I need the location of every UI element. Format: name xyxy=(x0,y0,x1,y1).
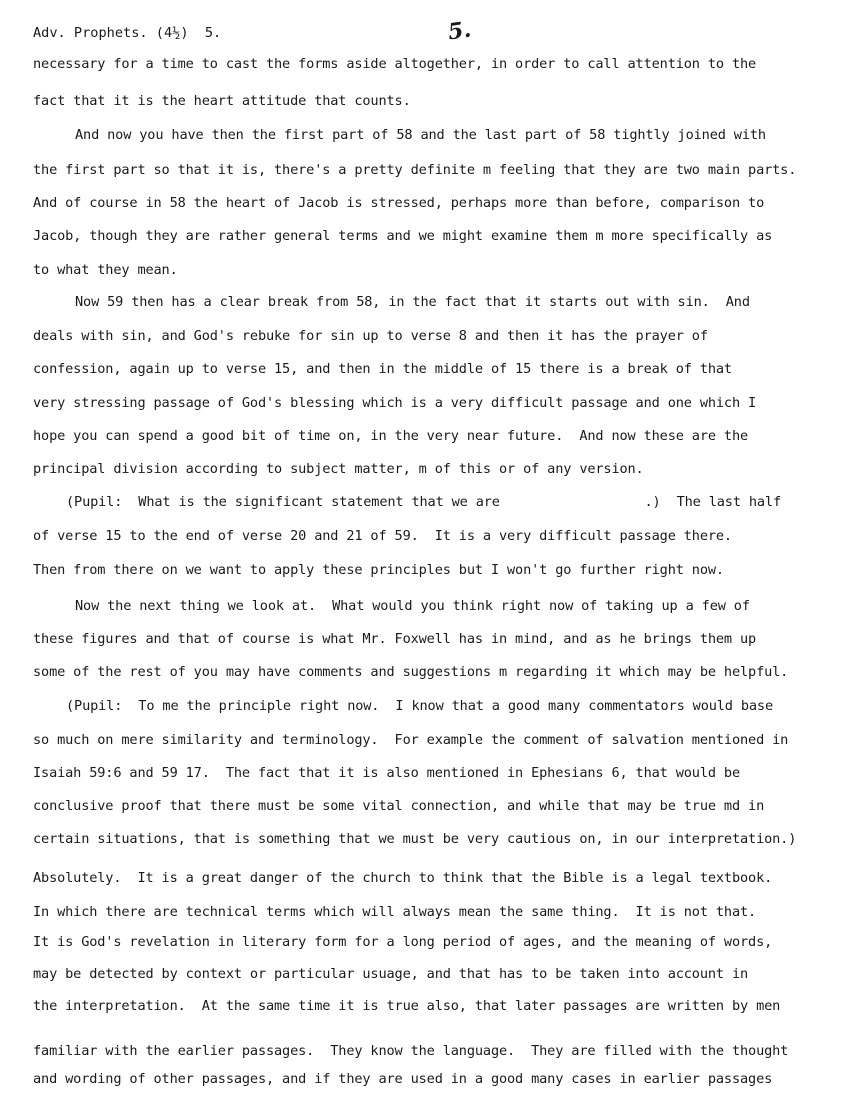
text-line: the first part so that it is, there's a pretty definite m feeling that they are two main parts. xyxy=(33,162,797,178)
text-line: may be detected by context or particular usuage, and that has to be taken into account in xyxy=(33,966,749,982)
page-header: Adv. Prophets. (4½) 5. xyxy=(33,25,222,41)
text-line: (Pupil: What is the significant statement that we are .) The last half xyxy=(66,494,782,510)
text-line: necessary for a time to cast the forms aside altogether, in order to call attention to the xyxy=(33,56,757,72)
text-line: hope you can spend a good bit of time on, in the very near future. And now these are the xyxy=(33,428,749,444)
text-line: deals with sin, and God's rebuke for sin up to verse 8 and then it has the prayer of xyxy=(33,328,708,344)
text-line: And now you have then the first part of 58 and the last part of 58 tightly joined with xyxy=(75,127,766,143)
text-line: conclusive proof that there must be some vital connection, and while that may be true md in xyxy=(33,798,765,814)
handwritten-page-number: 5. xyxy=(446,16,473,46)
text-line: It is God's revelation in literary form for a long period of ages, and the meaning of words, xyxy=(33,934,773,950)
text-line: familiar with the earlier passages. They know the language. They are filled with the thought xyxy=(33,1043,789,1059)
text-line: Then from there on we want to apply these principles but I won't go further right now. xyxy=(33,562,724,578)
text-line: principal division according to subject matter, m of this or of any version. xyxy=(33,461,644,477)
text-line: certain situations, that is something that we must be very cautious on, in our interpretation.) xyxy=(33,831,797,847)
text-line: these figures and that of course is what Mr. Foxwell has in mind, and as he brings them up xyxy=(33,631,757,647)
text-line: Jacob, though they are rather general terms and we might examine them m more specifically as xyxy=(33,228,773,244)
text-line: Isaiah 59:6 and 59 17. The fact that it is also mentioned in Ephesians 6, that would be xyxy=(33,765,741,781)
text-line: the interpretation. At the same time it is true also, that later passages are written by men xyxy=(33,998,781,1014)
text-line: confession, again up to verse 15, and then in the middle of 15 there is a break of that xyxy=(33,361,732,377)
text-line: fact that it is the heart attitude that counts. xyxy=(33,93,411,109)
text-line: (Pupil: To me the principle right now. I know that a good many commentators would base xyxy=(66,698,774,714)
text-line: and wording of other passages, and if they are used in a good many cases in earlier passages xyxy=(33,1071,773,1087)
text-line: to what they mean. xyxy=(33,262,178,278)
text-line: some of the rest of you may have comments and suggestions m regarding it which may be helpful. xyxy=(33,664,789,680)
text-line: And of course in 58 the heart of Jacob is stressed, perhaps more than before, comparison to xyxy=(33,195,765,211)
text-line: Absolutely. It is a great danger of the church to think that the Bible is a legal textbook. xyxy=(33,870,773,886)
text-line: Now the next thing we look at. What would you think right now of taking up a few of xyxy=(75,598,750,614)
text-line: of verse 15 to the end of verse 20 and 21 of 59. It is a very difficult passage there. xyxy=(33,528,732,544)
text-line: Now 59 then has a clear break from 58, in the fact that it starts out with sin. And xyxy=(75,294,750,310)
text-line: very stressing passage of God's blessing which is a very difficult passage and one which I xyxy=(33,395,757,411)
text-line: In which there are technical terms which will always mean the same thing. It is not that. xyxy=(33,904,757,920)
text-line: so much on mere similarity and terminology. For example the comment of salvation mentioned in xyxy=(33,732,789,748)
